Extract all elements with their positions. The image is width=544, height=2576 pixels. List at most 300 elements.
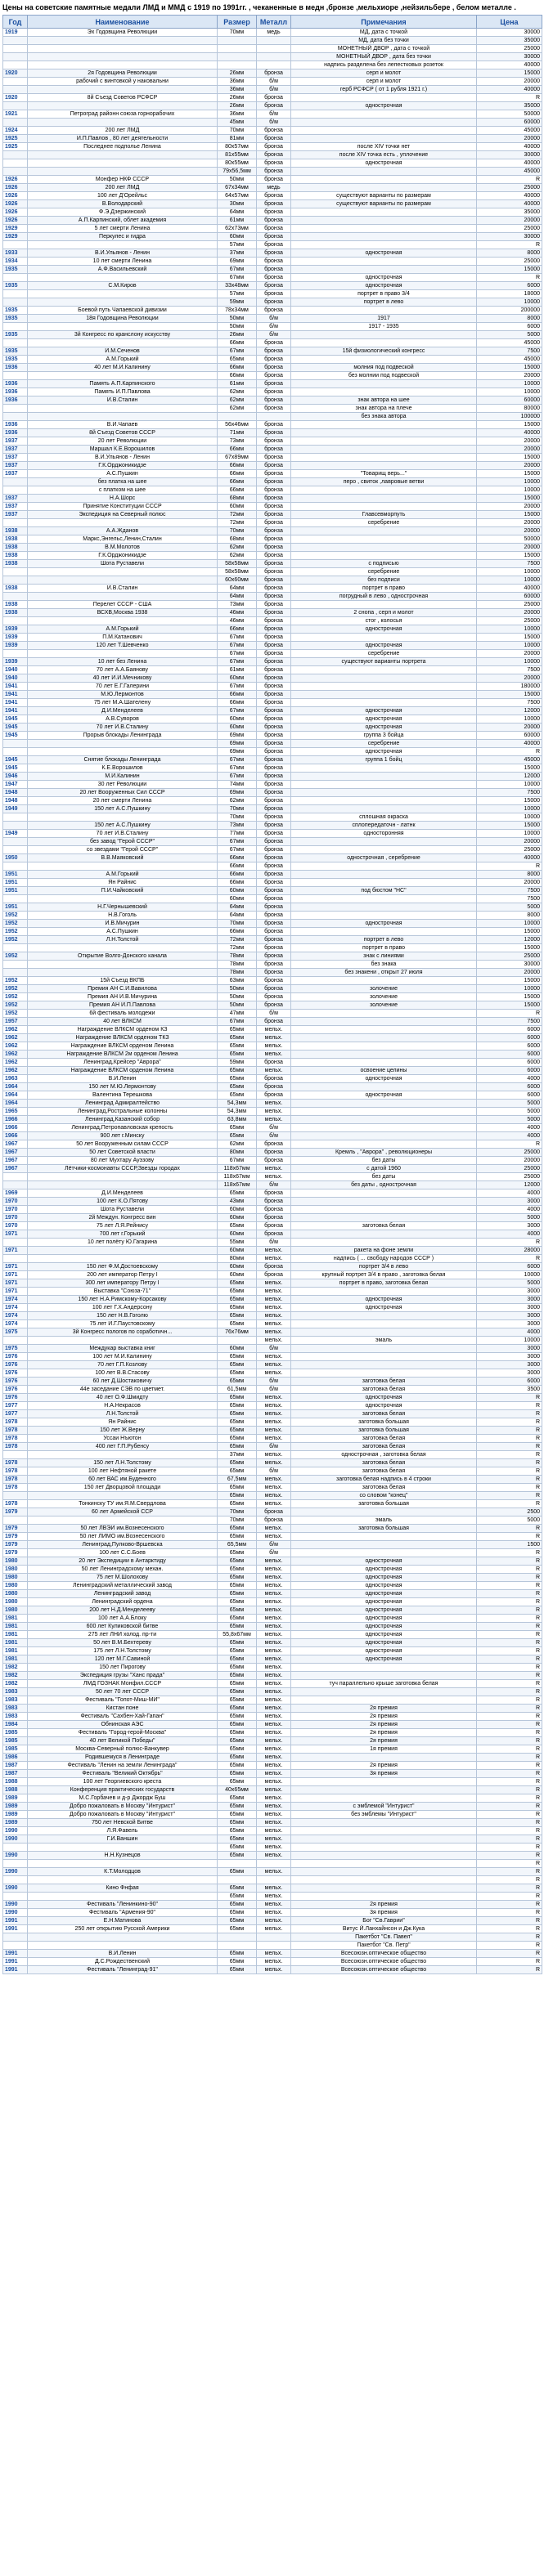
column-header-name: Наименование (28, 16, 218, 29)
cell-name: 400 лет Г.П.Рубенсу (28, 1443, 218, 1451)
cell-size (218, 1860, 257, 1868)
cell-name: 60 лет Армейской ССР (28, 1508, 218, 1516)
cell-name: 100 лет Д'Орейльс (28, 192, 218, 200)
cell-price: R (477, 1794, 542, 1803)
cell-size: 58х58мм (218, 568, 257, 576)
cell-note: однострочная (291, 1647, 477, 1655)
cell-metal: б/м (257, 1378, 291, 1386)
cell-year: 1970 (3, 1198, 28, 1206)
cell-year: 1945 (3, 724, 28, 732)
cell-price: R (477, 1664, 542, 1672)
cell-year: 1976 (3, 1369, 28, 1378)
table-row (3, 478, 542, 486)
table-row (3, 290, 542, 298)
cell-year: 1975 (3, 1328, 28, 1337)
table-row (3, 258, 542, 266)
cell-note (291, 1198, 477, 1206)
cell-size: 66мм (218, 339, 257, 347)
table-row (3, 1165, 542, 1173)
cell-size: 60мм (218, 724, 257, 732)
cell-metal: б/м (257, 1386, 291, 1394)
cell-note: портрет в право (291, 944, 477, 952)
cell-price: 15000 (477, 495, 542, 503)
cell-name (28, 53, 218, 61)
cell-note (291, 674, 477, 683)
table-row (3, 1214, 542, 1222)
table-row (3, 887, 542, 895)
cell-name (28, 339, 218, 347)
cell-price: R (477, 1884, 542, 1893)
cell-year: 1978 (3, 1418, 28, 1427)
cell-name: 40 лет Великой Победы" (28, 1737, 218, 1745)
table-row (3, 274, 542, 282)
cell-year: 1980 (3, 1590, 28, 1598)
cell-year: 1952 (3, 977, 28, 985)
cell-name: П.М.Катанович (28, 634, 218, 642)
cell-size: 30мм (218, 200, 257, 208)
cell-note: без знака (291, 961, 477, 969)
column-header-metal: Металл (257, 16, 291, 29)
cell-metal: бронза (257, 854, 291, 862)
cell-price: 6000 (477, 1034, 542, 1042)
cell-size: 70мм (218, 813, 257, 822)
table-row (3, 1051, 542, 1059)
cell-year (3, 159, 28, 168)
cell-metal: бронза (257, 985, 291, 993)
cell-name: Л.Н.Толстой (28, 1410, 218, 1418)
cell-name: 2я Годовщина Революции (28, 69, 218, 78)
cell-price: 12000 (477, 773, 542, 781)
cell-metal: мельх. (257, 1353, 291, 1361)
cell-size: 50мм (218, 1001, 257, 1010)
cell-size: 65мм (218, 1067, 257, 1075)
cell-note: 2я премия (291, 1705, 477, 1713)
cell-price: 6000 (477, 1378, 542, 1386)
cell-metal: бронза (257, 495, 291, 503)
cell-price: R (477, 1394, 542, 1402)
cell-metal: мельх. (257, 1721, 291, 1729)
cell-name: Ф.Э.Дзержинский (28, 208, 218, 217)
cell-year: 1991 (3, 1950, 28, 1958)
cell-note (291, 1230, 477, 1239)
cell-year: 1937 (3, 495, 28, 503)
cell-price: 60000 (477, 396, 542, 405)
cell-name: И.В.Мичурин (28, 920, 218, 928)
column-header-size: Размер (218, 16, 257, 29)
cell-metal: мельх. (257, 1884, 291, 1893)
cell-name: Экспедиция грузы "Ханс прада" (28, 1672, 218, 1680)
cell-name: Н.А.Шорс (28, 495, 218, 503)
cell-price: 8000 (477, 315, 542, 323)
cell-size: 78мм (218, 961, 257, 969)
cell-size: 65мм (218, 1819, 257, 1827)
cell-price: 10000 (477, 805, 542, 813)
cell-metal: бронза (257, 1157, 291, 1165)
cell-year (3, 838, 28, 846)
table-row (3, 86, 542, 94)
cell-size: 61,5мм (218, 1386, 257, 1394)
cell-metal: мельх. (257, 1402, 291, 1410)
cell-price: 10000 (477, 1337, 542, 1345)
table-row (3, 1533, 542, 1541)
cell-metal: бронза (257, 560, 291, 568)
cell-price: 4000 (477, 1206, 542, 1214)
table-row (3, 208, 542, 217)
table-row (3, 1386, 542, 1394)
cell-name: Валентина Терешкова (28, 1091, 218, 1100)
cell-year: 1945 (3, 732, 28, 740)
cell-year: 1951 (3, 903, 28, 912)
table-row (3, 609, 542, 617)
cell-price: 25000 (477, 225, 542, 233)
cell-size: 60мм (218, 1247, 257, 1255)
cell-price: 3500 (477, 1386, 542, 1394)
cell-price: R (477, 1835, 542, 1844)
cell-price: 8000 (477, 249, 542, 258)
cell-name (28, 1181, 218, 1189)
cell-year (3, 1337, 28, 1345)
cell-year (3, 151, 28, 159)
cell-size: 64х57мм (218, 192, 257, 200)
cell-year: 1989 (3, 1803, 28, 1811)
cell-price: 60000 (477, 593, 542, 601)
table-row (3, 1075, 542, 1083)
cell-metal: мельх. (257, 1051, 291, 1059)
cell-metal: бронза (257, 1198, 291, 1206)
cell-size: 66мм (218, 862, 257, 871)
cell-price: R (477, 1410, 542, 1418)
cell-size: 50мм (218, 323, 257, 331)
cell-note: однострочная (291, 625, 477, 634)
cell-price: 20000 (477, 217, 542, 225)
cell-metal: бронза (257, 568, 291, 576)
cell-year: 1920 (3, 94, 28, 102)
table-row (3, 1958, 542, 1966)
cell-metal: бронза (257, 634, 291, 642)
cell-size: 81мм (218, 135, 257, 143)
cell-metal: мельх. (257, 1427, 291, 1435)
cell-size: 65мм (218, 1590, 257, 1598)
cell-name: 70 лет А.А.Баянову (28, 666, 218, 674)
cell-year: 1951 (3, 887, 28, 895)
table-row (3, 985, 542, 993)
table-row (3, 143, 542, 151)
cell-metal: бронза (257, 609, 291, 617)
cell-size: 36мм (218, 86, 257, 94)
table-row (3, 37, 542, 45)
cell-size: 72мм (218, 936, 257, 944)
cell-year: 1971 (3, 1230, 28, 1239)
table-row (3, 1173, 542, 1181)
cell-name: 150 лет А.С.Пушкину (28, 805, 218, 813)
cell-price: 6000 (477, 1083, 542, 1091)
cell-price: 40000 (477, 86, 542, 94)
cell-year: 1962 (3, 1051, 28, 1059)
cell-name: Ленинград,Ростральные колонны (28, 1108, 218, 1116)
cell-year: 1938 (3, 585, 28, 593)
cell-note: после XIV точка есть , уплочение (291, 151, 477, 159)
cell-metal: мельх. (257, 1868, 291, 1876)
cell-name: Л.Я.Фавель (28, 1827, 218, 1835)
cell-note (291, 1116, 477, 1124)
cell-metal: б/м (257, 1345, 291, 1353)
cell-metal: бронза (257, 805, 291, 813)
cell-metal (257, 413, 291, 421)
cell-name: Ленинградский завод (28, 1590, 218, 1598)
cell-metal: бронза (257, 200, 291, 208)
cell-price: 40000 (477, 740, 542, 748)
cell-name: 150 лет Ж.Верну (28, 1427, 218, 1435)
cell-year: 1940 (3, 674, 28, 683)
cell-metal (257, 45, 291, 53)
cell-price: 15000 (477, 1001, 542, 1010)
cell-size: 65мм (218, 1394, 257, 1402)
cell-year: 1981 (3, 1631, 28, 1639)
cell-size: 58х58мм (218, 560, 257, 568)
cell-name: 20 лет Вооруженных Сил СССР (28, 789, 218, 797)
table-row (3, 69, 542, 78)
cell-note (291, 1688, 477, 1696)
cell-name: 900 лет г.Минску (28, 1132, 218, 1140)
cell-note (291, 1100, 477, 1108)
table-row (3, 1876, 542, 1884)
cell-price: 30000 (477, 233, 542, 241)
cell-price: 3000 (477, 1345, 542, 1353)
cell-year: 1967 (3, 1149, 28, 1157)
table-row (3, 1279, 542, 1288)
table-row (3, 1909, 542, 1917)
cell-note: без даты , однострочная (291, 1181, 477, 1189)
cell-size: 76х76мм (218, 1328, 257, 1337)
cell-name: 20 лет Экспедиции в Антарктиду (28, 1557, 218, 1566)
cell-metal: бронза (257, 339, 291, 347)
cell-price: 5000 (477, 1108, 542, 1116)
cell-price: 25000 (477, 1149, 542, 1157)
cell-name (28, 748, 218, 756)
cell-year (3, 862, 28, 871)
cell-note: туч параллельно крыше заготовка белая (291, 1680, 477, 1688)
cell-name (28, 1893, 218, 1901)
cell-note: однострочная (291, 1655, 477, 1664)
cell-size: 65мм (218, 1745, 257, 1754)
cell-price: 15000 (477, 764, 542, 773)
cell-note: существуют варианты портрета (291, 658, 477, 666)
cell-name (28, 593, 218, 601)
cell-size: 60мм (218, 895, 257, 903)
cell-note: однострочная (291, 1639, 477, 1647)
cell-note: однострочная (291, 274, 477, 282)
table-row (3, 1811, 542, 1819)
cell-name: Принятие Конституции СССР (28, 503, 218, 511)
cell-size: 37мм (218, 1451, 257, 1459)
cell-name: Л.Н.Толстой (28, 936, 218, 944)
cell-name: 100 лет С.С.Боев (28, 1549, 218, 1557)
cell-year: 1933 (3, 249, 28, 258)
cell-size: 65мм (218, 1705, 257, 1713)
cell-note (291, 1051, 477, 1059)
cell-name (28, 961, 218, 969)
cell-metal: мельх. (257, 1925, 291, 1933)
cell-year: 1980 (3, 1566, 28, 1574)
cell-note (291, 1042, 477, 1051)
cell-price: 20000 (477, 372, 542, 380)
cell-price: R (477, 1688, 542, 1696)
cell-name: Обнинская АЭС (28, 1721, 218, 1729)
table-row (3, 634, 542, 642)
cell-price: R (477, 1549, 542, 1557)
cell-year: 1939 (3, 658, 28, 666)
cell-metal (257, 1933, 291, 1942)
table-row (3, 879, 542, 887)
cell-note: однострочная (291, 1623, 477, 1631)
cell-note (291, 601, 477, 609)
cell-size: 65мм (218, 1770, 257, 1778)
cell-size: 60мм (218, 1345, 257, 1353)
cell-metal: бронза (257, 715, 291, 724)
table-row (3, 241, 542, 249)
cell-name: рабочий с винтовкой у наковальни (28, 78, 218, 86)
table-row (3, 110, 542, 119)
cell-name (28, 740, 218, 748)
table-row (3, 764, 542, 773)
cell-size: 60мм (218, 715, 257, 724)
cell-price: R (477, 1868, 542, 1876)
cell-size: 65мм (218, 1378, 257, 1386)
cell-size: 65мм (218, 1893, 257, 1901)
cell-year: 1989 (3, 1819, 28, 1827)
cell-metal: мельх. (257, 1500, 291, 1508)
table-row (3, 928, 542, 936)
cell-size: 65мм (218, 1443, 257, 1451)
table-row (3, 192, 542, 200)
cell-size: 65мм (218, 1075, 257, 1083)
table-row (3, 364, 542, 372)
cell-metal: бронза (257, 544, 291, 552)
cell-year: 1987 (3, 1770, 28, 1778)
cell-metal: мельх. (257, 1034, 291, 1042)
table-row (3, 699, 542, 707)
cell-size: 60мм (218, 1230, 257, 1239)
cell-price: 3000 (477, 1361, 542, 1369)
cell-price: 25000 (477, 601, 542, 609)
cell-year: 1929 (3, 225, 28, 233)
cell-year: 1990 (3, 1868, 28, 1876)
cell-metal: мельх. (257, 1615, 291, 1623)
cell-metal: бронза (257, 1001, 291, 1010)
cell-price: 60000 (477, 119, 542, 127)
cell-size: 65мм (218, 1598, 257, 1606)
cell-name: 200 лет ЛМД (28, 127, 218, 135)
cell-year: 1971 (3, 1247, 28, 1255)
cell-price: 3000 (477, 1312, 542, 1320)
cell-size: 65мм (218, 1500, 257, 1508)
cell-price: 15000 (477, 69, 542, 78)
cell-year (3, 1492, 28, 1500)
cell-year (3, 61, 28, 69)
table-row (3, 1140, 542, 1149)
cell-note (291, 356, 477, 364)
cell-year (3, 1876, 28, 1884)
cell-year: 1937 (3, 454, 28, 462)
cell-year: 1974 (3, 1296, 28, 1304)
cell-name: ВСХВ,Москва 1938 (28, 609, 218, 617)
cell-metal (257, 1860, 291, 1868)
cell-price: 12000 (477, 707, 542, 715)
cell-metal: мельх. (257, 1794, 291, 1803)
cell-name (28, 102, 218, 110)
cell-note (291, 331, 477, 339)
table-row (3, 666, 542, 674)
cell-note: однострочная (291, 1296, 477, 1304)
cell-metal: мельх. (257, 1418, 291, 1427)
cell-metal: бронза (257, 1075, 291, 1083)
cell-metal: медь (257, 184, 291, 192)
cell-price: 40000 (477, 429, 542, 437)
cell-year: 1982 (3, 1680, 28, 1688)
cell-metal: бронза (257, 405, 291, 413)
cell-name: Фестиваль "Ленинград-91" (28, 1966, 218, 1974)
cell-price: 40000 (477, 854, 542, 862)
cell-price: R (477, 1729, 542, 1737)
cell-name: Ленинградский ордена (28, 1598, 218, 1606)
cell-note: без эмблемы "Интурист" (291, 1811, 477, 1819)
cell-name: Память А.П.Карпинского (28, 380, 218, 388)
table-row (3, 1639, 542, 1647)
table-row (3, 217, 542, 225)
table-row (3, 1181, 542, 1189)
cell-note (291, 225, 477, 233)
cell-size: 73мм (218, 601, 257, 609)
cell-note (291, 1893, 477, 1901)
cell-metal: мельх. (257, 1566, 291, 1574)
cell-name: 120 лет М.Г.Савиной (28, 1655, 218, 1664)
table-row (3, 446, 542, 454)
cell-size: 67,5мм (218, 1476, 257, 1484)
table-row (3, 200, 542, 208)
table-row (3, 45, 542, 53)
cell-year: 1990 (3, 1835, 28, 1844)
cell-metal: мельх. (257, 1664, 291, 1672)
cell-note: однострочная (291, 102, 477, 110)
cell-size: 65мм (218, 1925, 257, 1933)
cell-price: 6000 (477, 1026, 542, 1034)
cell-price: 28000 (477, 1247, 542, 1255)
cell-note: однострочная (291, 249, 477, 258)
cell-price: 25000 (477, 952, 542, 961)
cell-note: со словом "конец" (291, 1492, 477, 1500)
cell-year (3, 119, 28, 127)
cell-price: R (477, 1950, 542, 1958)
cell-price: R (477, 1140, 542, 1149)
table-row (3, 1116, 542, 1124)
cell-note (291, 1214, 477, 1222)
cell-note: однострочная (291, 1304, 477, 1312)
cell-note (291, 1345, 477, 1353)
cell-size: 65мм (218, 1655, 257, 1664)
cell-name: 50 лет 70 лет СССР (28, 1688, 218, 1696)
cell-metal: б/м (257, 1239, 291, 1247)
cell-metal: мельх. (257, 1598, 291, 1606)
cell-size: 65мм (218, 1279, 257, 1288)
cell-note: однострочная (291, 707, 477, 715)
cell-note: односторонняя (291, 830, 477, 838)
cell-size: 65мм (218, 1369, 257, 1378)
cell-note: без знака автора (291, 413, 477, 421)
cell-name: Г.И.Ваншин (28, 1835, 218, 1844)
cell-price: 7500 (477, 699, 542, 707)
cell-year: 1991 (3, 1917, 28, 1925)
cell-name (28, 37, 218, 45)
